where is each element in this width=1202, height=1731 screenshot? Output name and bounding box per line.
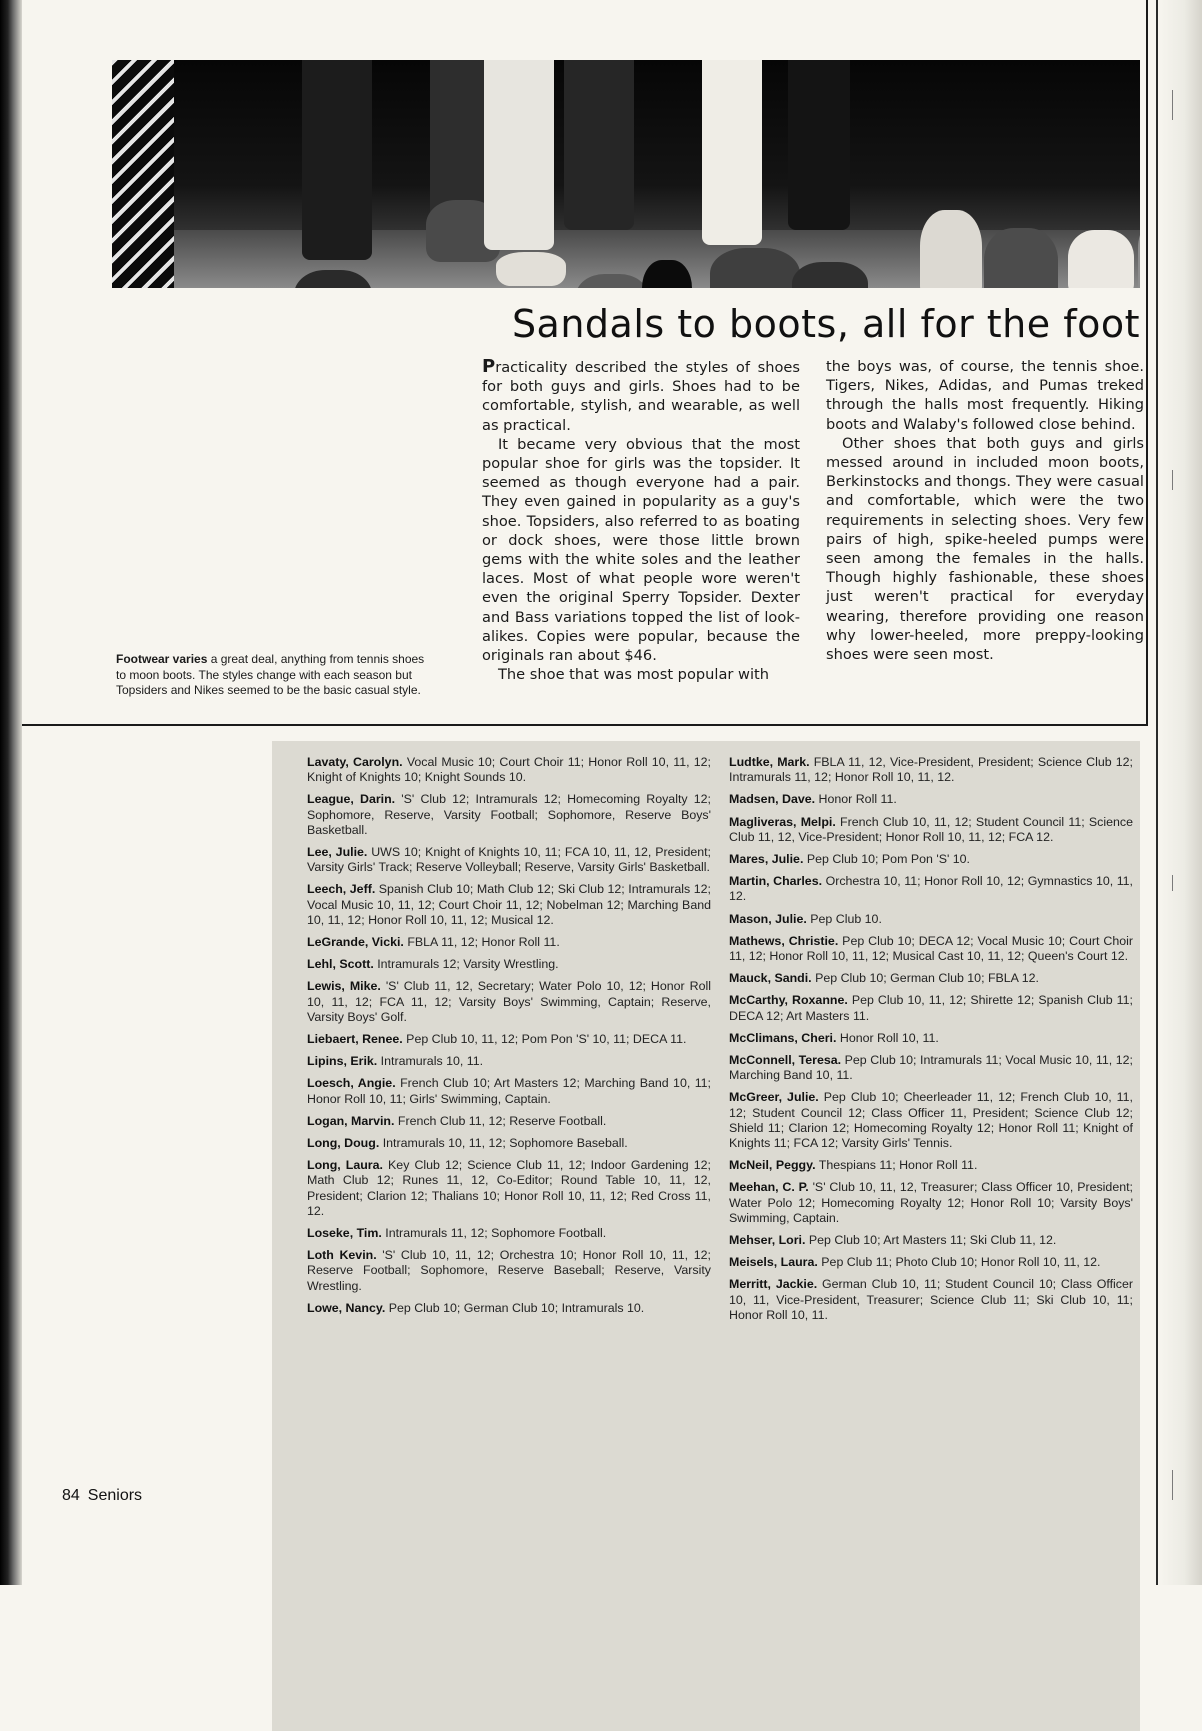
roster-entry [307,1032,711,1047]
roster-entry [729,1233,1133,1248]
senior-name: Lavaty, Carolyn. [307,755,403,769]
senior-activities: Pep Club 10; DECA 12; Vocal Music 10; Court Choir 11, 12; Honor Roll 10, 11, 12; Musical Cast 10, 11, 12; Queen's Court 12. [729,933,1133,964]
roster-entry [307,935,711,950]
roster-entry [729,792,1133,807]
photo-caption [116,652,434,699]
roster-entry [307,1158,711,1219]
senior-name: Lewis, Mike. [307,979,381,994]
senior-activities: Key Club 12; Science Club 11, 12; Indoor Gardening 12; Math Club 12; Runes 11, 12, Co-Editor; Round Table 10, 11, 12, President; Clarion 12; Thalians 10; Honor Roll 10, 11, 12; Red Cross 11, 12. [307,1158,711,1218]
page-edge [1156,0,1202,1585]
senior-name: Loth Kevin. [307,1248,377,1263]
roster-entry [307,1301,711,1316]
senior-activities: 'S' Club 12; Intramurals 12; Homecoming Royalty 12; Sophomore, Reserve, Varsity Football; Sophomore, Reserve Boys' Basketball. [307,792,711,837]
senior-activities: Honor Roll 10, 11. [836,1030,939,1045]
senior-activities: Intramurals 10, 11. [377,1054,484,1069]
senior-activities: Pep Club 10; Cheerleader 11, 12; French Club 10, 11, 12; Student Council 12; Class Officer 11, President; Science Club 12; Shield 11; Clarion 12; Homecoming Royalty 12; Honor Roll 11; Knight of Knights 11; FCA 12; Varsity Girls' Tennis. [729,1090,1133,1151]
roster-entry [729,1053,1133,1083]
senior-name: Lipins, Erik. [307,1054,378,1069]
page-folio [62,1487,142,1505]
senior-name: Magliveras, Melpi. [729,814,836,829]
roster-entry [729,1277,1133,1323]
senior-name: Mauck, Sandi. [729,971,812,986]
senior-name: Long, Laura. [307,1158,383,1173]
senior-activities: Pep Club 10; Pom Pon 'S' 10. [803,852,970,867]
roster-entry [307,1054,711,1069]
section-name: Seniors [87,1487,143,1504]
senior-activities: UWS 10; Knight of Knights 10, 11; FCA 10, 11, 12, President; Varsity Girls' Track; Reserve Volleyball; Reserve, Varsity Girls' Basketball. [307,845,712,875]
senior-name: Loesch, Angie. [307,1076,396,1091]
headline: Sandals to boots, all for the foot [511,302,1140,346]
senior-name: Lehl, Scott. [307,957,374,972]
senior-name: McCarthy, Roxanne. [729,993,848,1008]
senior-activities: FBLA 11, 12; Honor Roll 11. [403,935,560,950]
article-paragraph: The shoe that was most popular with [498,666,769,684]
article-paragraph: Practicality described the styles of shoes for both guys and girls. Shoes had to be comfortable, stylish, and wearable, as well as practical. [482,356,800,434]
article-paragraph: Other shoes that both guys and girls messed around in included moon boots, Berkinstocks and thongs. They were casual and comfortable, which were the two requirements in selecting shoes. Very few pairs of high, spike-heeled pumps were seen among the females in the halls. Though highly fashionable, these shoes just weren't practical for everyday wearing, therefore providing one reason why lower-heeled, more preppy-looking shoes were seen most. [826,434,1144,664]
senior-activities: Thespians 11; Honor Roll 11. [815,1158,978,1173]
senior-name: McNeil, Peggy. [729,1158,816,1173]
frame-rule-vertical [1146,0,1148,726]
frame-rule-horizontal [22,724,1148,726]
roster-entry [729,912,1133,927]
senior-name: McGreer, Julie. [729,1090,819,1105]
senior-name: Leech, Jeff. [307,882,376,897]
senior-name: Martin, Charles. [729,874,823,889]
senior-name: McConnell, Teresa. [729,1053,842,1068]
roster-entry [729,755,1133,785]
roster-entry [307,1136,711,1151]
senior-name: Ludtke, Mark. [729,755,810,769]
senior-activities: Intramurals 11, 12; Sophomore Football. [381,1226,607,1241]
caption-lead: Footwear varies [116,652,208,666]
roster-entry [729,1180,1133,1226]
senior-activities: Vocal Music 10; Court Choir 11; Honor Roll 10, 11, 12; Knight of Knights 10; Knight Sounds 10. [307,755,711,785]
senior-activities: FBLA 11, 12, Vice-President, President; Science Club 12; Intramurals 11, 12; Honor Roll 10, 11, 12. [729,755,1133,785]
senior-name: Loseke, Tim. [307,1226,382,1241]
article-paragraph: It became very obvious that the most popular shoe for girls was the topsider. It seemed as though everyone had a pair. They even gained in popularity as a guy's shoe. Topsiders, also referred to as boating or dock shoes, were those little brown gems with the white soles and the leather laces. Most of what people wore weren't even the original Sperry Topsider. Dexter and Bass variations topped the list of look-alikes. Copies were popular, because the originals ran about $46. [482,435,800,665]
senior-name: League, Darin. [307,792,396,807]
roster-entry [729,971,1133,986]
senior-activities: Pep Club 10, 11, 12; Shirette 12; Spanish Club 11; DECA 12; Art Masters 11. [729,993,1133,1023]
senior-activities: 'S' Club 10, 11, 12; Orchestra 10; Honor Roll 10, 11, 12; Reserve Football; Sophomore, Reserve Baseball; Reserve, Varsity Wrestling. [307,1248,711,1293]
roster-entry [307,979,711,1025]
roster-entry [307,957,711,972]
article-paragraph: the boys was, of course, the tennis shoe. Tigers, Nikes, Adidas, and Pumas treked through the halls most frequently. Hiking boots and Walaby's followed close behind. [826,358,1144,433]
roster-entry [729,815,1133,845]
senior-activities: German Club 10, 11; Student Council 10; Class Officer 10, 11, Vice-President, Treasurer; Science Club 11; Ski Club 10, 11; Honor Roll 10, 11. [729,1277,1134,1322]
senior-name: Mathews, Christie. [729,933,839,948]
senior-name: LeGrande, Vicki. [307,935,404,950]
roster-entry [729,1090,1133,1151]
senior-activities: Intramurals 12; Varsity Wrestling. [373,957,559,972]
senior-activities: Orchestra 10, 11; Honor Roll 10, 12; Gymnastics 10, 11, 12. [729,874,1133,904]
caption-text: a great deal, anything from tennis shoes to moon boots. The styles change with each season but Topsiders and Nikes seemed to be the basic casual style. [116,652,425,698]
senior-name: Long, Doug. [307,1136,380,1151]
senior-name: Mares, Julie. [729,852,804,867]
roster-entry [307,1076,711,1106]
roster-entry [729,874,1133,904]
roster-entry [307,1226,711,1241]
senior-name: Lee, Julie. [307,845,368,860]
senior-activities: Pep Club 10. [806,911,882,926]
senior-activities: Pep Club 10; German Club 10; FBLA 12. [811,971,1039,986]
article-column-1 [482,357,800,684]
senior-activities: Honor Roll 11. [815,792,897,807]
senior-name: Logan, Marvin. [307,1113,395,1128]
senior-name: Mason, Julie. [729,911,807,926]
senior-name: Liebaert, Renee. [307,1032,403,1047]
initial-letter: P [482,356,496,377]
senior-activities: 'S' Club 10, 11, 12, Treasurer; Class Officer 10, President; Water Polo 12; Homecoming Royalty 12; Honor Roll 10; Varsity Boys' Swimming, Captain. [729,1180,1133,1225]
senior-activities: Pep Club 10; Intramurals 11; Vocal Music 10, 11, 12; Marching Band 10, 11. [729,1053,1133,1083]
senior-name: Meehan, C. P. [729,1180,809,1195]
roster-entry [729,1255,1133,1270]
roster-entry [307,882,711,928]
senior-activities: French Club 11, 12; Reserve Football. [394,1113,607,1128]
article-column-2 [826,357,1144,664]
senior-activities: Intramurals 10, 11, 12; Sophomore Baseball. [379,1136,628,1151]
senior-activities: Pep Club 10; German Club 10; Intramurals 10. [385,1300,645,1315]
senior-name: Mehser, Lori. [729,1233,806,1248]
roster-entry [729,1158,1133,1173]
roster-entry [307,792,711,838]
roster-entry [307,1248,711,1294]
footwear-photo [112,60,1140,288]
senior-name: Madsen, Dave. [729,792,816,807]
roster-entry [729,993,1133,1023]
senior-name: Merritt, Jackie. [729,1277,818,1292]
senior-name: Meisels, Laura. [729,1255,818,1270]
senior-activities: French Club 10, 11, 12; Student Council 11; Science Club 11, 12, Vice-President; Honor Roll 10, 11, 12; FCA 12. [729,814,1133,844]
roster-entry [307,1114,711,1129]
senior-activities: French Club 10; Art Masters 12; Marching Band 10, 11; Honor Roll 10, 11; Girls' Swimming, Captain. [307,1076,712,1106]
senior-activities: Pep Club 10; Art Masters 11; Ski Club 11, 12. [805,1233,1057,1248]
senior-activities: Pep Club 11; Photo Club 10; Honor Roll 10, 11, 12. [817,1255,1101,1270]
roster-entry [729,852,1133,867]
senior-name: Lowe, Nancy. [307,1300,386,1315]
roster-entry [729,934,1133,964]
roster-column-left [307,755,711,1323]
senior-activities: Spanish Club 10; Math Club 12; Ski Club 12; Intramurals 12; Vocal Music 10, 11, 12; Court Choir 11, 12; Nobelman 12; Marching Band 10, 11, 12; Honor Roll 10, 11, 12; Musical 12. [307,882,711,927]
senior-activities: 'S' Club 11, 12, Secretary; Water Polo 10, 12; Honor Roll 10, 11, 12; FCA 11, 12; Varsity Boys' Swimming, Captain; Reserve, Varsity Boys' Golf. [307,979,711,1024]
senior-activities: Pep Club 10, 11, 12; Pom Pon 'S' 10, 11; DECA 11. [402,1032,687,1047]
laced-boot [112,60,174,288]
binding-gutter [0,0,22,1585]
roster-column-right [729,755,1133,1330]
roster-entry [307,755,711,785]
roster-entry [307,845,711,875]
senior-name: McClimans, Cheri. [729,1030,837,1045]
roster-entry [729,1031,1133,1046]
page-number: 84 [62,1487,80,1504]
